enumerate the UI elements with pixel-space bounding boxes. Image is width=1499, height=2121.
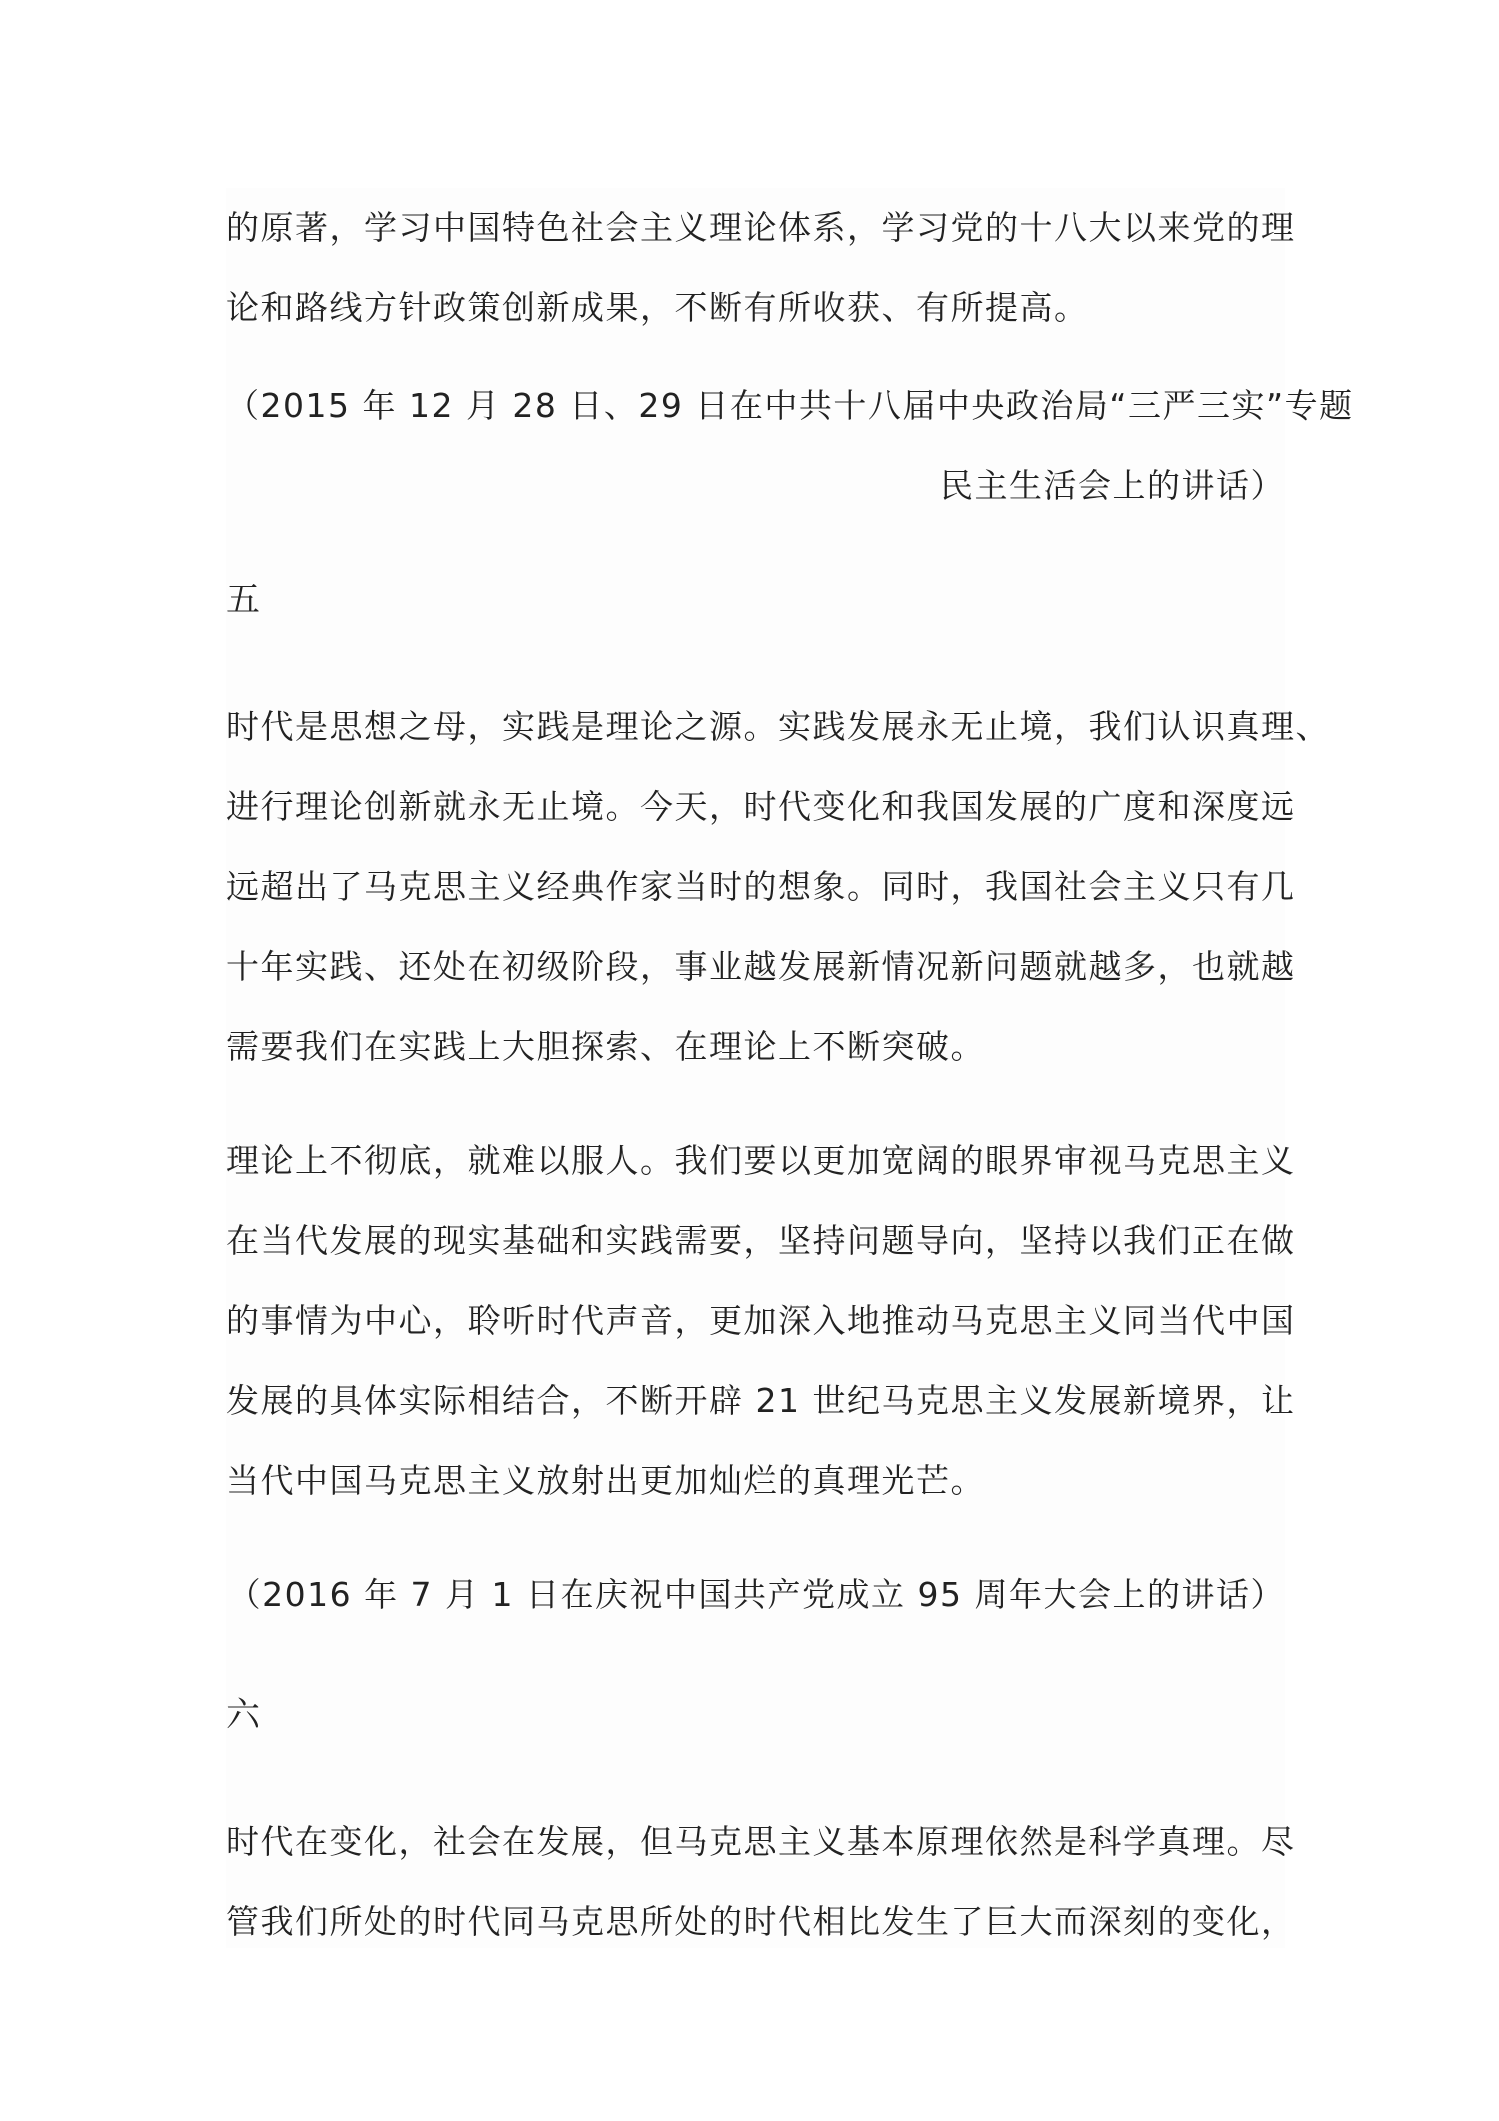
source-citation-2015 [226,366,1354,526]
text-line: 时代在变化，社会在发展，但马克思主义基本原理依然是科学真理。尽 [226,1822,1296,1861]
citation-line: 民主生活会上的讲话） [940,466,1285,505]
text-line: 当代中国马克思主义放射出更加灿烂的真理光芒。 [226,1461,985,1500]
continuation-paragraph [226,188,1296,348]
section-five-paragraph-2 [226,1121,1296,1521]
text-line: 管我们所处的时代同马克思所处的时代相比发生了巨大而深刻的变化， [226,1902,1296,1941]
heading-text: 五 [226,580,262,620]
text-line: 远超出了马克思主义经典作家当时的想象。同时，我国社会主义只有几 [226,867,1296,906]
source-citation-2016 [226,1555,1285,1635]
text-line: 的事情为中心，聆听时代声音，更加深入地推动马克思主义同当代中国 [226,1301,1296,1340]
text-line: 的原著，学习中国特色社会主义理论体系，学习党的十八大以来党的理 [226,208,1296,247]
text-line: 十年实践、还处在初级阶段，事业越发展新情况新问题就越多，也就越 [226,947,1296,986]
section-six-paragraph-1 [226,1802,1296,1962]
section-five-paragraph-1 [226,687,1330,1087]
citation-line: （2015 年 12 月 28 日、29 日在中共十八届中央政治局“三严三实”专题 [226,386,1354,425]
citation-line: （2016 年 7 月 1 日在庆祝中国共产党成立 95 周年大会上的讲话） [227,1575,1285,1614]
text-line: 理论上不彻底，就难以服人。我们要以更加宽阔的眼界审视马克思主义 [226,1141,1296,1180]
text-line: 发展的具体实际相结合，不断开辟 21 世纪马克思主义发展新境界，让 [226,1381,1296,1420]
text-line: 论和路线方针政策创新成果，不断有所收获、有所提高。 [226,288,1089,327]
text-column [226,188,1354,1948]
section-heading-five [226,560,1285,640]
section-heading-six [226,1675,1285,1755]
heading-text: 六 [226,1695,262,1735]
text-line: 时代是思想之母，实践是理论之源。实践发展永无止境，我们认识真理、 [226,707,1330,746]
text-line: 进行理论创新就永无止境。今天，时代变化和我国发展的广度和深度远 [226,787,1296,826]
text-line: 需要我们在实践上大胆探索、在理论上不断突破。 [226,1027,985,1066]
text-line: 在当代发展的现实基础和实践需要，坚持问题导向，坚持以我们正在做 [226,1221,1296,1260]
